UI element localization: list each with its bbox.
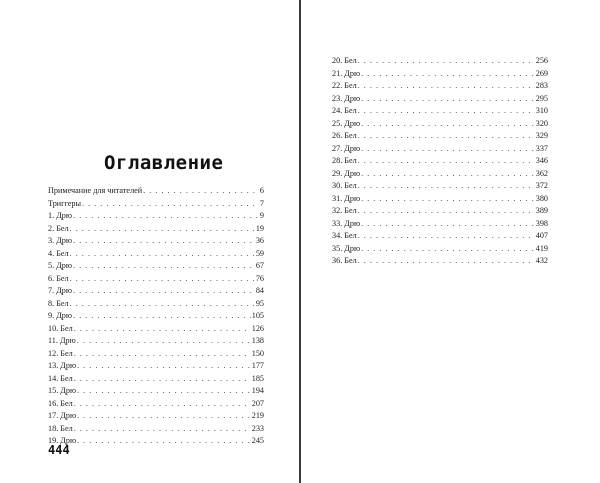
toc-entry xyxy=(332,130,548,143)
toc-entry-label: Примечание для читателей xyxy=(48,186,143,195)
toc-entry-label: 22. Бел xyxy=(332,81,357,90)
toc-entry xyxy=(48,423,264,436)
toc-entry-page-number: 362 xyxy=(535,168,548,178)
dot-leader xyxy=(74,398,251,411)
dot-leader xyxy=(361,143,535,156)
dot-leader xyxy=(358,180,535,193)
toc-entry-label: 9. Дрю xyxy=(48,311,72,320)
toc-entry-label: 31. Дрю xyxy=(332,193,361,203)
toc-entry-page-number: 9 xyxy=(259,211,264,220)
toc-entry-label: 13. Дрю xyxy=(48,361,77,370)
toc-entry-label: 24. Бел xyxy=(332,106,357,115)
dot-leader xyxy=(70,298,255,311)
dot-leader xyxy=(361,93,535,106)
toc-entry-label: 14. Бел xyxy=(48,373,73,383)
dot-leader xyxy=(358,55,535,68)
toc-entry-page-number: 76 xyxy=(255,273,264,283)
dot-leader xyxy=(77,360,251,373)
dot-leader xyxy=(70,223,255,236)
toc-entry-label: 17. Дрю xyxy=(48,411,77,420)
toc-entry xyxy=(332,193,548,206)
toc-entry xyxy=(332,155,548,168)
toc-entry-page-number: 233 xyxy=(251,423,264,433)
toc-entry xyxy=(332,55,548,68)
toc-entry-page-number: 337 xyxy=(535,143,548,153)
toc-entry-page-number: 177 xyxy=(251,361,264,370)
toc-entry xyxy=(48,335,264,348)
toc-entry-label: 29. Дрю xyxy=(332,168,361,178)
toc-entry xyxy=(48,323,264,336)
toc-entry-label: 2. Бел xyxy=(48,223,69,233)
dot-leader xyxy=(143,185,259,198)
toc-entry xyxy=(48,360,264,373)
toc-entry-label: 33. Дрю xyxy=(332,218,361,228)
toc-entry-label: 16. Бел xyxy=(48,398,73,408)
toc-entry-label: 8. Бел xyxy=(48,298,69,308)
toc-entry-label: 28. Бел xyxy=(332,156,357,165)
dot-leader xyxy=(361,118,535,131)
toc-entry xyxy=(332,118,548,131)
toc-entry-label: 6. Бел xyxy=(48,273,69,283)
toc-entry-label: 5. Дрю xyxy=(48,261,72,270)
toc-entry xyxy=(332,255,548,268)
dot-leader xyxy=(73,260,255,273)
dot-leader xyxy=(74,323,251,336)
toc-entry-page-number: 6 xyxy=(259,186,264,195)
toc-entry-page-number: 84 xyxy=(255,286,264,295)
toc-entry xyxy=(332,80,548,93)
toc-entry-page-number: 207 xyxy=(251,398,264,408)
dot-leader xyxy=(361,218,535,231)
toc-entry xyxy=(48,285,264,298)
toc-entry-page-number: 95 xyxy=(255,298,264,308)
dot-leader xyxy=(82,198,259,211)
dot-leader xyxy=(74,373,251,386)
dot-leader xyxy=(358,80,535,93)
dot-leader xyxy=(358,205,535,218)
toc-entry xyxy=(48,260,264,273)
toc-entry-page-number: 295 xyxy=(535,93,548,103)
toc-entry xyxy=(332,143,548,156)
toc-entry xyxy=(48,348,264,361)
toc-entry-label: 11. Дрю xyxy=(48,336,76,345)
toc-entry-page-number: 19 xyxy=(255,223,264,233)
dot-leader xyxy=(77,435,251,448)
dot-leader xyxy=(361,243,535,256)
toc-entry xyxy=(332,205,548,218)
dot-leader xyxy=(358,230,535,243)
toc-entry-label: 32. Бел xyxy=(332,206,357,215)
dot-leader xyxy=(358,255,535,268)
toc-entry-label: 36. Бел xyxy=(332,256,357,265)
toc-entry-page-number: 219 xyxy=(251,411,264,420)
toc-entry-label: 7. Дрю xyxy=(48,286,72,295)
toc-entry xyxy=(48,273,264,286)
toc-entry-page-number: 150 xyxy=(251,348,264,358)
toc-entry xyxy=(48,185,264,198)
toc-entry xyxy=(332,68,548,81)
toc-entry-page-number: 320 xyxy=(535,118,548,128)
dot-leader xyxy=(70,273,255,286)
toc-entry-page-number: 372 xyxy=(535,181,548,190)
toc-entry-label: 30. Бел xyxy=(332,181,357,190)
toc-entry-page-number: 407 xyxy=(535,231,548,240)
toc-entry-label: 10. Бел xyxy=(48,323,73,333)
right-toc-list xyxy=(332,55,548,268)
dot-leader xyxy=(361,168,535,181)
toc-entry xyxy=(332,218,548,231)
toc-entry-page-number: 105 xyxy=(251,311,264,320)
toc-entry-page-number: 389 xyxy=(535,206,548,215)
toc-entry xyxy=(48,385,264,398)
toc-entry-page-number: 194 xyxy=(251,386,264,395)
dot-leader xyxy=(358,105,535,118)
dot-leader xyxy=(77,410,251,423)
toc-entry xyxy=(48,248,264,261)
dot-leader xyxy=(358,130,535,143)
toc-entry xyxy=(48,373,264,386)
toc-entry xyxy=(48,223,264,236)
dot-leader xyxy=(361,68,535,81)
toc-entry-page-number: 329 xyxy=(535,131,548,140)
toc-title: Оглавление xyxy=(104,152,224,174)
toc-entry-label: 3. Дрю xyxy=(48,236,72,245)
toc-entry-page-number: 310 xyxy=(535,106,548,115)
toc-entry-page-number: 398 xyxy=(535,218,548,228)
toc-entry-page-number: 256 xyxy=(535,56,548,65)
toc-entry-label: 25. Дрю xyxy=(332,118,361,128)
toc-entry-page-number: 138 xyxy=(251,336,264,345)
dot-leader xyxy=(77,335,251,348)
toc-entry xyxy=(332,105,548,118)
toc-entry-label: 20. Бел xyxy=(332,56,357,65)
toc-entry-page-number: 185 xyxy=(251,373,264,383)
toc-entry-label: 26. Бел xyxy=(332,131,357,140)
toc-entry-label: 1. Дрю xyxy=(48,211,72,220)
dot-leader xyxy=(73,310,251,323)
dot-leader xyxy=(73,210,259,223)
dot-leader xyxy=(70,248,255,261)
toc-entry-page-number: 380 xyxy=(535,193,548,203)
right-page xyxy=(301,0,600,483)
dot-leader xyxy=(77,385,251,398)
toc-entry-label: Триггеры xyxy=(48,198,82,208)
toc-entry xyxy=(48,210,264,223)
toc-entry-label: 18. Бел xyxy=(48,423,73,433)
toc-entry-page-number: 346 xyxy=(535,156,548,165)
toc-entry xyxy=(332,93,548,106)
page-number: 444 xyxy=(48,443,70,457)
toc-entry xyxy=(332,180,548,193)
toc-entry xyxy=(48,235,264,248)
toc-entry-page-number: 245 xyxy=(251,436,264,445)
dot-leader xyxy=(73,235,255,248)
toc-entry-page-number: 419 xyxy=(535,243,548,253)
toc-entry xyxy=(332,230,548,243)
toc-entry-label: 35. Дрю xyxy=(332,243,361,253)
dot-leader xyxy=(358,155,535,168)
left-toc-list xyxy=(48,185,264,448)
toc-entry-page-number: 36 xyxy=(255,236,264,245)
toc-entry-page-number: 126 xyxy=(251,323,264,333)
toc-entry-label: 4. Бел xyxy=(48,248,69,258)
toc-entry-page-number: 7 xyxy=(259,198,264,208)
dot-leader xyxy=(73,285,255,298)
toc-entry xyxy=(332,168,548,181)
toc-entry xyxy=(48,198,264,211)
toc-entry-page-number: 269 xyxy=(535,68,548,78)
toc-entry-label: 21. Дрю xyxy=(332,68,361,78)
toc-entry xyxy=(48,298,264,311)
toc-entry-page-number: 432 xyxy=(535,256,548,265)
toc-entry-label: 19. Дрю xyxy=(48,436,77,445)
dot-leader xyxy=(361,193,535,206)
toc-entry-page-number: 59 xyxy=(255,248,264,258)
toc-entry-label: 15. Дрю xyxy=(48,386,77,395)
toc-entry xyxy=(48,410,264,423)
toc-entry xyxy=(48,435,264,448)
toc-entry-label: 23. Дрю xyxy=(332,93,361,103)
toc-entry-label: 27. Дрю xyxy=(332,143,361,153)
dot-leader xyxy=(74,423,251,436)
toc-entry xyxy=(48,310,264,323)
toc-entry-label: 34. Бел xyxy=(332,231,357,240)
toc-entry xyxy=(332,243,548,256)
toc-entry-page-number: 67 xyxy=(255,261,264,270)
toc-entry-label: 12. Бел xyxy=(48,348,73,358)
toc-entry-page-number: 283 xyxy=(535,81,548,90)
toc-entry xyxy=(48,398,264,411)
dot-leader xyxy=(74,348,251,361)
